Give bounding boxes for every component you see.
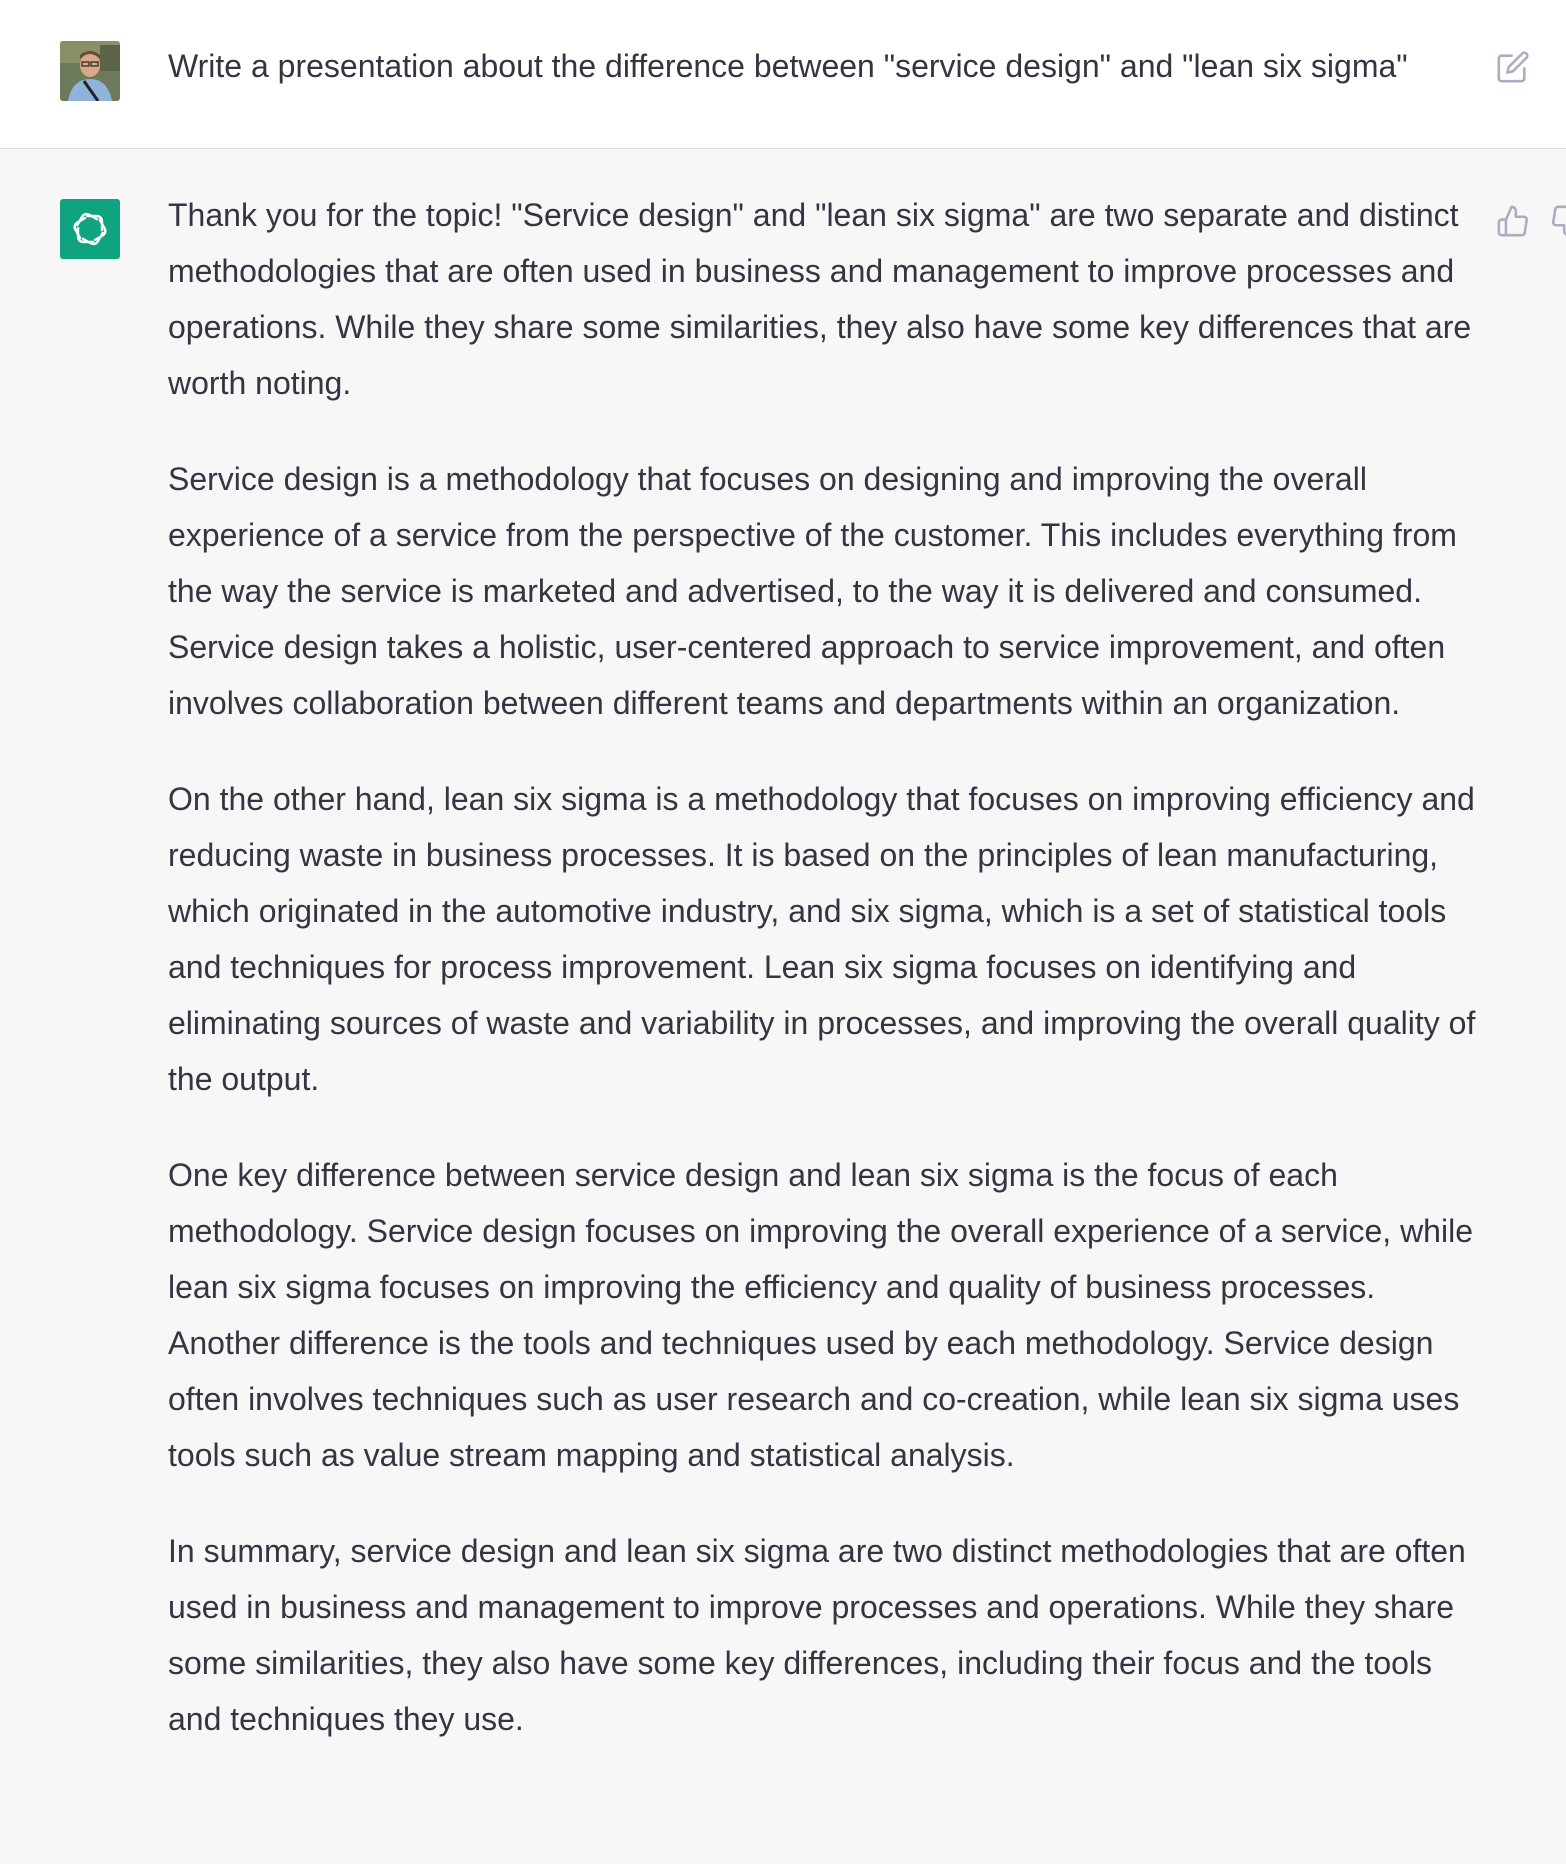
- assistant-message-text: [168, 187, 1484, 1787]
- user-message-row: [0, 0, 1566, 149]
- edit-icon[interactable]: [1496, 50, 1530, 84]
- thumbs-down-icon[interactable]: [1550, 204, 1566, 238]
- answer-paragraph: One key difference between service design and lean six sigma is the focus of each methodology. Service design focuses on improving the overall experience of a service, while lean six sigma focuses on improving the efficiency and quality of business processes. Another difference is the tools and techniques used by each methodology. Service design often involves techniques such as user research and co-creation, while lean six sigma uses tools such as value stream mapping and statistical analysis.: [168, 1157, 1473, 1473]
- user-message-text: Write a presentation about the difference between "service design" and "lean six sigma": [168, 48, 1408, 84]
- assistant-message-row: [0, 149, 1566, 1864]
- answer-paragraph: In summary, service design and lean six sigma are two distinct methodologies that are often used in business and management to improve processes and operations. While they share some similarities, they also have some key differences, including their focus and the tools and techniques they use.: [168, 1533, 1466, 1737]
- answer-paragraph: Service design is a methodology that focuses on designing and improving the overall experience of a service from the perspective of the customer. This includes everything from the way the service is marketed and advertised, to the way it is delivered and consumed. Service design takes a holistic, user-centered approach to service improvement, and often involves collaboration between different teams and departments within an organization.: [168, 461, 1457, 721]
- answer-paragraph: On the other hand, lean six sigma is a methodology that focuses on improving efficiency and reducing waste in business processes. It is based on the principles of lean manufacturing, which originated in the automotive industry, and six sigma, which is a set of statistical tools and techniques for process improvement. Lean six sigma focuses on identifying and eliminating sources of waste and variability in processes, and improving the overall quality of the output.: [168, 781, 1476, 1097]
- openai-logo-icon: [60, 199, 120, 259]
- answer-paragraph: Thank you for the topic! "Service design" and "lean six sigma" are two separate and distinct methodologies that are often used in business and management to improve processes and operations. While they share some similarities, they also have some key differences that are worth noting.: [168, 197, 1472, 401]
- thumbs-up-icon[interactable]: [1496, 204, 1530, 238]
- user-avatar: [60, 41, 120, 101]
